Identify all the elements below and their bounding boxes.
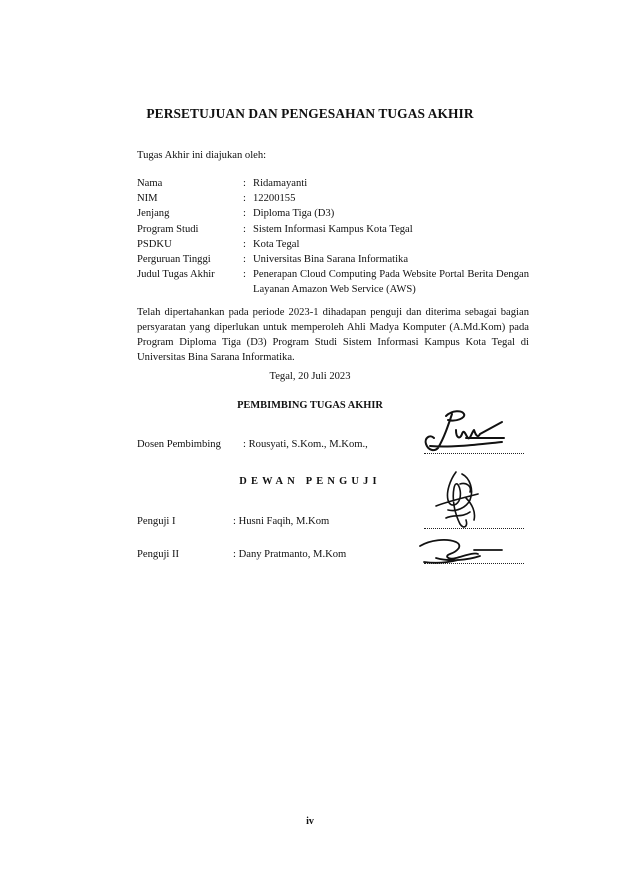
info-separator: : <box>243 193 246 205</box>
info-label: Perguruan Tinggi <box>137 254 211 266</box>
info-separator: : <box>243 223 246 235</box>
info-value: 12200155 <box>253 193 296 205</box>
penguji-1-signature-icon <box>426 468 490 532</box>
page-number: iv <box>306 816 314 827</box>
info-value: Kota Tegal <box>253 238 300 250</box>
info-value: Universitas Bina Sarana Informatika <box>253 254 409 266</box>
info-separator: : <box>243 269 246 281</box>
page-title: PERSETUJUAN DAN PENGESAHAN TUGAS AKHIR <box>146 106 474 121</box>
info-row-nim <box>137 191 529 206</box>
pembimbing-signature-icon <box>422 408 506 454</box>
statement-paragraph: Telah dipertahankan pada periode 2023-1 dihadapan penguji dan diterima sebagai bagian persyaratan yang diperlukan untuk memperoleh Ahli Madya Komputer (A.Md.Kom) pada Program Diploma Tiga (D3) Program Studi Sistem Informasi Kampus Kota Tegal di Universitas Bina Sarana Informatika. <box>137 307 529 363</box>
info-row-psdku <box>137 237 529 252</box>
penguji-label: Penguji I <box>137 516 176 527</box>
penguji-name: : Dany Pratmanto, M.Kom <box>233 549 347 560</box>
info-value: Sistem Informasi Kampus Kota Tegal <box>253 223 413 235</box>
info-label: Jenjang <box>137 208 170 220</box>
pembimbing-heading: PEMBIMBING TUGAS AKHIR <box>237 400 383 411</box>
penguji-2-signature-icon <box>416 536 506 566</box>
info-value: Ridamayanti <box>253 178 308 189</box>
pembimbing-name: : Rousyati, S.Kom., M.Kom., <box>243 439 368 450</box>
penguji-name: : Husni Faqih, M.Kom <box>233 516 330 527</box>
info-label: Judul Tugas Akhir <box>137 269 215 281</box>
info-label: PSDKU <box>137 238 172 250</box>
intro-text: Tugas Akhir ini diajukan oleh: <box>137 150 267 161</box>
info-label: Program Studi <box>137 223 199 235</box>
pembimbing-label: Dosen Pembimbing <box>137 439 221 450</box>
info-value: Diploma Tiga (D3) <box>253 208 335 220</box>
info-row-program-studi <box>137 222 529 237</box>
info-separator: : <box>243 254 246 266</box>
info-label: Nama <box>137 178 163 189</box>
info-value: Penerapan Cloud Computing Pada Website Portal Berita Dengan Layanan Amazon Web Service (AWS) <box>253 269 529 296</box>
place-date: Tegal, 20 Juli 2023 <box>269 371 351 382</box>
penguji-label: Penguji II <box>137 549 180 560</box>
info-row-perguruan-tinggi <box>137 252 529 267</box>
dewan-heading: DEWAN PENGUJI <box>239 476 381 487</box>
info-row-jenjang <box>137 206 529 221</box>
info-separator: : <box>243 178 246 189</box>
info-separator: : <box>243 238 246 250</box>
info-row-judul <box>137 267 529 297</box>
student-info-table <box>137 176 529 298</box>
info-separator: : <box>243 208 246 220</box>
info-row-nama <box>137 176 529 191</box>
info-label: NIM <box>137 193 158 205</box>
